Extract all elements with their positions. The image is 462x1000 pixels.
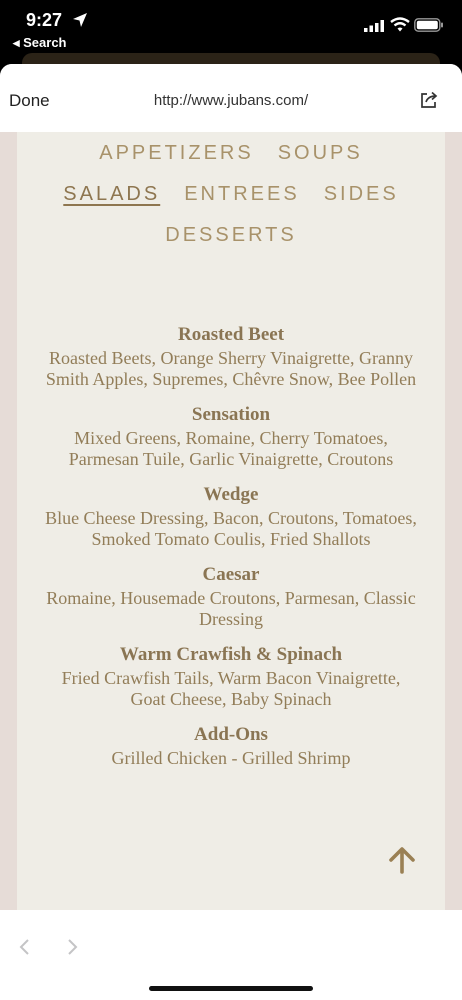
browser-bottom-bar: [0, 910, 462, 1000]
menu-item-name: Add-Ons: [194, 724, 268, 745]
tab-entrees[interactable]: ENTREES: [184, 183, 300, 205]
safari-view-sheet: [0, 64, 462, 1000]
menu-item-name: Caesar: [202, 564, 260, 585]
menu-nav-row-3: [17, 224, 445, 247]
status-bar: [0, 0, 462, 60]
battery-icon: [414, 18, 444, 32]
menu-item: [17, 562, 445, 630]
tab-desserts[interactable]: DESSERTS: [165, 224, 297, 246]
arrow-up-icon[interactable]: [388, 846, 416, 874]
status-time: 9:27: [26, 10, 63, 30]
menu-item-name: Roasted Beet: [177, 324, 285, 345]
menu-item-description: Roasted Beets, Orange Sherry Vinaigrette, Granny Smith Apples, Supremes, Chêvre Snow, Bee Pollen: [45, 348, 417, 389]
cellular-signal-icon: [364, 20, 384, 32]
location-arrow-icon: [72, 12, 88, 28]
menu-nav-row-1: [17, 142, 445, 165]
menu-item-name: Warm Crawfish & Spinach: [119, 644, 343, 665]
menu-item-description: Fried Crawfish Tails, Warm Bacon Vinaigrette, Goat Cheese, Baby Spinach: [61, 668, 401, 709]
salad-menu-list: [17, 322, 445, 781]
url-label: http://www.jubans.com/: [153, 92, 309, 109]
web-content: [0, 132, 462, 910]
menu-item-description: Blue Cheese Dressing, Bacon, Croutons, Tomatoes, Smoked Tomato Coulis, Fried Shallots: [45, 508, 417, 549]
menu-item-name: Wedge: [203, 484, 259, 505]
menu-item-name: Sensation: [191, 404, 271, 425]
share-icon[interactable]: [419, 90, 439, 110]
chevron-left-icon[interactable]: [18, 938, 32, 956]
chevron-right-icon[interactable]: [65, 938, 79, 956]
menu-item: [17, 322, 445, 390]
menu-item: [17, 722, 445, 769]
tab-soups[interactable]: SOUPS: [277, 142, 363, 164]
menu-item: [17, 482, 445, 550]
menu-item-description: Romaine, Housemade Croutons, Parmesan, Classic Dressing: [46, 588, 416, 629]
menu-paper: [17, 132, 445, 910]
browser-toolbar: [0, 64, 462, 132]
tab-appetizers[interactable]: APPETIZERS: [99, 142, 254, 164]
menu-item: [17, 642, 445, 710]
menu-nav-row-2: [17, 183, 445, 206]
menu-item-description: Grilled Chicken - Grilled Shrimp: [111, 748, 351, 768]
tab-sides[interactable]: SIDES: [323, 183, 399, 205]
tab-salads[interactable]: SALADS: [63, 183, 161, 205]
menu-item: [17, 402, 445, 470]
wifi-icon: [390, 17, 410, 33]
home-indicator: [149, 986, 313, 991]
menu-item-description: Mixed Greens, Romaine, Cherry Tomatoes, Parmesan Tuile, Garlic Vinaigrette, Croutons: [68, 428, 394, 469]
done-button[interactable]: Done: [9, 91, 50, 110]
back-to-search-link[interactable]: ◂ Search: [13, 35, 67, 50]
